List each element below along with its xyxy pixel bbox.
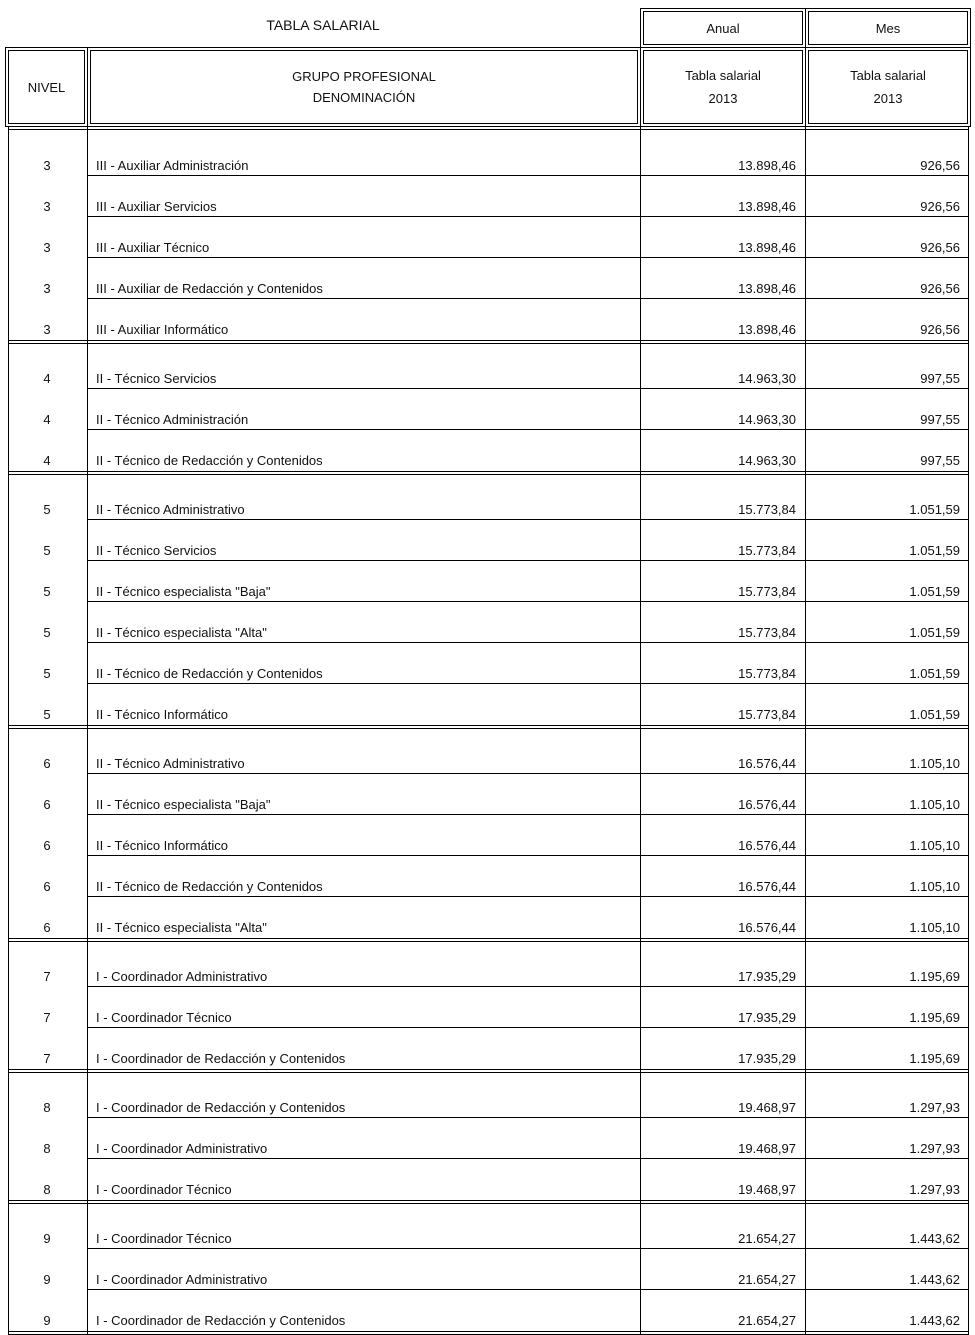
header-anual: Anual (643, 11, 803, 45)
cell-mes: 1.297,93 (909, 1182, 960, 1197)
cell-anual: 15.773,84 (738, 625, 796, 640)
cell-anual: 15.773,84 (738, 666, 796, 681)
cell-mes: 1.105,10 (909, 838, 960, 853)
cell-nivel: 5 (43, 666, 51, 681)
cell-grupo: II - Técnico Servicios (96, 371, 217, 386)
column-header-anual-line2: 2013 (708, 91, 738, 106)
cell-anual: 16.576,44 (738, 920, 796, 935)
cell-anual: 14.963,30 (738, 453, 796, 468)
table-row (8, 1248, 969, 1289)
cell-mes: 926,56 (920, 158, 960, 173)
cell-mes: 997,55 (920, 453, 960, 468)
table-row (8, 1117, 969, 1158)
cell-anual: 13.898,46 (738, 158, 796, 173)
column-header-anual-line1: Tabla salarial (685, 68, 761, 83)
table-row (8, 298, 969, 339)
cell-nivel: 9 (43, 1272, 51, 1287)
cell-mes: 926,56 (920, 240, 960, 255)
cell-mes: 1.105,10 (909, 756, 960, 771)
cell-anual: 13.898,46 (738, 322, 796, 337)
group-separator (8, 340, 969, 344)
cell-nivel: 6 (43, 920, 51, 935)
cell-mes: 1.105,10 (909, 797, 960, 812)
cell-nivel: 5 (43, 543, 51, 558)
cell-anual: 19.468,97 (738, 1141, 796, 1156)
cell-mes: 1.195,69 (909, 1051, 960, 1066)
table-row (8, 478, 969, 519)
column-header-mes-line2: 2013 (873, 91, 903, 106)
table-row (8, 601, 969, 642)
cell-anual: 21.654,27 (738, 1313, 796, 1328)
cell-nivel: 8 (43, 1182, 51, 1197)
cell-anual: 19.468,97 (738, 1100, 796, 1115)
column-header-mes (808, 50, 968, 124)
cell-grupo: I - Coordinador de Redacción y Contenidos (96, 1100, 346, 1115)
cell-anual: 16.576,44 (738, 756, 796, 771)
cell-mes: 1.297,93 (909, 1100, 960, 1115)
cell-nivel: 3 (43, 199, 51, 214)
column-rule (8, 126, 9, 1335)
cell-grupo: II - Técnico de Redacción y Contenidos (96, 453, 323, 468)
table-row (8, 945, 969, 986)
cell-grupo: I - Coordinador Administrativo (96, 1272, 268, 1287)
cell-grupo: I - Coordinador Técnico (96, 1182, 232, 1197)
cell-nivel: 7 (43, 1051, 51, 1066)
cell-anual: 17.935,29 (738, 1010, 796, 1025)
column-rule (805, 126, 806, 1335)
cell-grupo: II - Técnico Servicios (96, 543, 217, 558)
cell-anual: 16.576,44 (738, 797, 796, 812)
cell-nivel: 8 (43, 1100, 51, 1115)
cell-grupo: II - Técnico especialista "Alta" (96, 920, 267, 935)
cell-grupo: III - Auxiliar de Redacción y Contenidos (96, 281, 323, 296)
cell-anual: 19.468,97 (738, 1182, 796, 1197)
table-row (8, 1289, 969, 1330)
cell-nivel: 7 (43, 969, 51, 984)
table-row (8, 773, 969, 814)
cell-mes: 1.051,59 (909, 625, 960, 640)
cell-grupo: II - Técnico Administración (96, 412, 249, 427)
cell-mes: 1.051,59 (909, 584, 960, 599)
cell-grupo: II - Técnico Administrativo (96, 502, 245, 517)
cell-nivel: 3 (43, 322, 51, 337)
cell-anual: 16.576,44 (738, 879, 796, 894)
cell-anual: 14.963,30 (738, 412, 796, 427)
cell-mes: 1.051,59 (909, 502, 960, 517)
cell-anual: 15.773,84 (738, 502, 796, 517)
cell-mes: 1.105,10 (909, 920, 960, 935)
cell-mes: 1.195,69 (909, 969, 960, 984)
cell-anual: 13.898,46 (738, 199, 796, 214)
cell-nivel: 7 (43, 1010, 51, 1025)
cell-grupo: III - Auxiliar Administración (96, 158, 249, 173)
column-header-grupo-line2: DENOMINACIÓN (312, 90, 416, 105)
cell-nivel: 9 (43, 1313, 51, 1328)
cell-mes: 1.051,59 (909, 543, 960, 558)
cell-grupo: II - Técnico especialista "Baja" (96, 584, 271, 599)
cell-grupo: II - Técnico Informático (96, 838, 228, 853)
cell-mes: 1.443,62 (909, 1272, 960, 1287)
cell-nivel: 4 (43, 371, 51, 386)
column-header-mes-line1: Tabla salarial (850, 68, 926, 83)
cell-anual: 21.654,27 (738, 1231, 796, 1246)
cell-grupo: I - Coordinador Técnico (96, 1010, 232, 1025)
table-row (8, 347, 969, 388)
cell-grupo: II - Técnico Administrativo (96, 756, 245, 771)
table-title: TABLA SALARIAL (266, 17, 380, 33)
table-row (8, 1076, 969, 1117)
table-row (8, 855, 969, 896)
cell-mes: 997,55 (920, 371, 960, 386)
cell-grupo: II - Técnico especialista "Alta" (96, 625, 267, 640)
table-row (8, 257, 969, 298)
cell-anual: 16.576,44 (738, 838, 796, 853)
cell-mes: 1.195,69 (909, 1010, 960, 1025)
table-row (8, 388, 969, 429)
cell-grupo: II - Técnico Informático (96, 707, 228, 722)
cell-mes: 1.105,10 (909, 879, 960, 894)
cell-mes: 997,55 (920, 412, 960, 427)
cell-anual: 15.773,84 (738, 543, 796, 558)
column-header-anual (643, 50, 803, 124)
cell-anual: 21.654,27 (738, 1272, 796, 1287)
cell-nivel: 5 (43, 584, 51, 599)
table-row (8, 216, 969, 257)
cell-nivel: 5 (43, 707, 51, 722)
cell-nivel: 5 (43, 502, 51, 517)
cell-nivel: 6 (43, 756, 51, 771)
cell-grupo: I - Coordinador de Redacción y Contenidos (96, 1051, 346, 1066)
group-separator (8, 1331, 969, 1335)
table-row (8, 683, 969, 724)
cell-nivel: 9 (43, 1231, 51, 1246)
cell-nivel: 3 (43, 240, 51, 255)
cell-grupo: II - Técnico de Redacción y Contenidos (96, 666, 323, 681)
table-row (8, 560, 969, 601)
cell-grupo: I - Coordinador de Redacción y Contenidos (96, 1313, 346, 1328)
cell-mes: 926,56 (920, 322, 960, 337)
cell-mes: 1.443,62 (909, 1231, 960, 1246)
cell-nivel: 4 (43, 412, 51, 427)
column-rule (968, 126, 969, 1335)
table-row (8, 519, 969, 560)
column-rule (640, 126, 641, 1335)
table-row (8, 1207, 969, 1248)
cell-mes: 1.443,62 (909, 1313, 960, 1328)
cell-nivel: 3 (43, 158, 51, 173)
column-header-grupo (90, 50, 638, 124)
cell-grupo: III - Auxiliar Informático (96, 322, 229, 337)
cell-nivel: 6 (43, 797, 51, 812)
header-mes: Mes (808, 11, 968, 45)
cell-mes: 926,56 (920, 281, 960, 296)
table-row (8, 1027, 969, 1068)
cell-grupo: II - Técnico de Redacción y Contenidos (96, 879, 323, 894)
group-separator (8, 1069, 969, 1073)
column-rule (87, 126, 88, 1335)
cell-anual: 14.963,30 (738, 371, 796, 386)
cell-anual: 15.773,84 (738, 584, 796, 599)
group-separator (8, 1200, 969, 1204)
table-row (8, 175, 969, 216)
table-row (8, 429, 969, 470)
group-separator (8, 938, 969, 942)
cell-grupo: III - Auxiliar Servicios (96, 199, 217, 214)
cell-mes: 926,56 (920, 199, 960, 214)
cell-nivel: 6 (43, 879, 51, 894)
cell-nivel: 4 (43, 453, 51, 468)
table-row (8, 732, 969, 773)
cell-mes: 1.297,93 (909, 1141, 960, 1156)
cell-anual: 15.773,84 (738, 707, 796, 722)
table-row (8, 896, 969, 937)
cell-nivel: 5 (43, 625, 51, 640)
cell-mes: 1.051,59 (909, 707, 960, 722)
table-row (8, 642, 969, 683)
cell-anual: 17.935,29 (738, 1051, 796, 1066)
cell-grupo: II - Técnico especialista "Baja" (96, 797, 271, 812)
cell-nivel: 6 (43, 838, 51, 853)
table-row (8, 1158, 969, 1199)
cell-grupo: I - Coordinador Administrativo (96, 1141, 268, 1156)
cell-grupo: I - Coordinador Administrativo (96, 969, 268, 984)
cell-nivel: 3 (43, 281, 51, 296)
cell-nivel: 8 (43, 1141, 51, 1156)
cell-mes: 1.051,59 (909, 666, 960, 681)
cell-grupo: I - Coordinador Técnico (96, 1231, 232, 1246)
header-separator (8, 126, 969, 130)
cell-anual: 17.935,29 (738, 969, 796, 984)
column-header-grupo-line1: GRUPO PROFESIONAL (292, 69, 436, 84)
cell-grupo: III - Auxiliar Técnico (96, 240, 210, 255)
table-row (8, 134, 969, 175)
table-row (8, 986, 969, 1027)
table-row (8, 814, 969, 855)
cell-anual: 13.898,46 (738, 281, 796, 296)
column-header-nivel: NIVEL (8, 50, 85, 124)
group-separator (8, 725, 969, 729)
cell-anual: 13.898,46 (738, 240, 796, 255)
group-separator (8, 471, 969, 475)
